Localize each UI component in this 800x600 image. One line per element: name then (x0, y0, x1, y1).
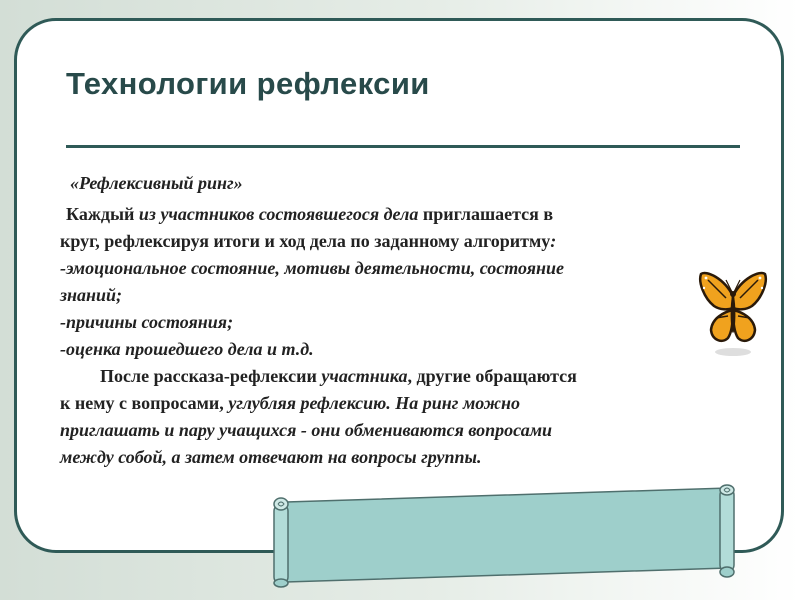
body-line: приглашать и пару учащихся - они обмениваются вопросами (60, 420, 553, 440)
body-text (60, 201, 710, 471)
body-line: Каждый из участников состоявшегося дела приглашается в (66, 204, 554, 224)
body-line: знаний; (60, 285, 123, 305)
body-line: После рассказа-рефлексии участника, другие обращаются (100, 366, 577, 386)
body-line: -причины состояния; (60, 312, 234, 332)
body-line: круг, рефлексируя итоги и ход дела по заданному алгоритму: (60, 231, 557, 251)
body-line: -эмоциональное состояние, мотивы деятельности, состояние (60, 258, 565, 278)
slide-subtitle: «Рефлексивный ринг» (70, 173, 243, 193)
slide-title: Технологии рефлексии (66, 66, 430, 101)
body-line: между собой, а затем отвечают на вопросы группы. (60, 447, 482, 467)
butterfly-icon (698, 268, 768, 360)
scroll-banner-icon (266, 482, 742, 590)
body-line: к нему с вопросами, углубляя рефлексию. На ринг можно (60, 393, 520, 413)
body-line: -оценка прошедшего дела и т.д. (60, 339, 314, 359)
title-divider (66, 145, 740, 148)
